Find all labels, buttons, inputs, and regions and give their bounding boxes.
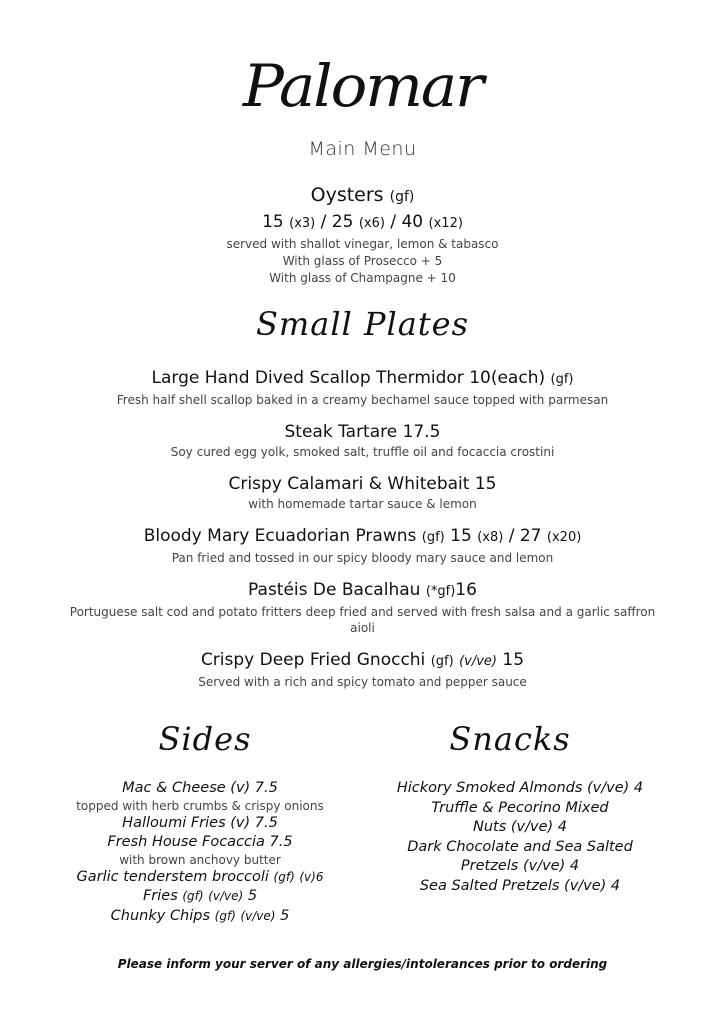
dish-item xyxy=(0,420,725,460)
dish-name: Bloody Mary Ecuadorian Prawns (gf) 15 (x8) / 27 (x20) xyxy=(143,526,582,546)
dish-item xyxy=(0,524,725,566)
dish-title: Pastéis De Bacalhau xyxy=(248,580,421,600)
oysters-price-1: 15 xyxy=(262,212,284,232)
oysters-desc-2: With glass of Prosecco + 5 xyxy=(282,254,443,268)
side-item: Fresh House Focaccia 7.5 xyxy=(107,834,293,851)
dish-title: Large Hand Dived Scallop Thermidor 10(each) xyxy=(151,368,546,388)
snack-line: Nuts (v/ve) 4 xyxy=(472,819,567,836)
oysters-prices: 15 (x3) / 25 (x6) / 40 (x12) xyxy=(262,212,463,232)
dish-tag-2: (v/ve) xyxy=(459,654,498,669)
dish-desc: Fresh half shell scallop baked in a creamy bechamel sauce topped with parmesan xyxy=(116,393,609,407)
oysters-price-2: 25 xyxy=(331,212,354,232)
oysters-title xyxy=(0,182,725,210)
side-name: Chunky Chips xyxy=(110,907,211,924)
dish-item xyxy=(0,472,725,512)
dish-name xyxy=(0,578,725,604)
side-item xyxy=(40,887,360,907)
side-tag-2: (v/ve) xyxy=(240,908,276,923)
dish-tag: (gf) xyxy=(421,530,445,545)
snack-line: Dark Chocolate and Sea Salted xyxy=(407,838,633,855)
allergy-notice: Please inform your server of any allergies/intolerances prior to ordering xyxy=(117,957,608,971)
side-note: topped with herb crumbs & crispy onions xyxy=(76,798,324,813)
oysters-section xyxy=(0,182,725,287)
dish-price-b: 27 xyxy=(519,526,542,546)
dish-title: Bloody Mary Ecuadorian Prawns xyxy=(143,526,417,546)
dish-desc: Pan fried and tossed in our spicy bloody mary sauce and lemon xyxy=(171,551,554,565)
side-tag: (gf) xyxy=(214,908,236,923)
oysters-desc-1: served with shallot vinegar, lemon & tabasco xyxy=(226,237,499,251)
dish-price: 16 xyxy=(455,580,477,600)
dish-desc: Soy cured egg yolk, smoked salt, truffle oil and focaccia crostini xyxy=(170,445,555,459)
sides-heading: Sides xyxy=(158,720,252,758)
oysters-qty-2: (x6) xyxy=(358,216,385,231)
oysters-qty-3: (x12) xyxy=(428,216,463,231)
dish-tag: (gf) xyxy=(430,654,454,669)
side-name: Garlic tenderstem broccoli xyxy=(76,868,269,885)
side-price: 5 xyxy=(247,888,258,905)
dish-item xyxy=(0,648,725,690)
oysters-price-3: 40 xyxy=(401,212,424,232)
side-item xyxy=(40,868,360,888)
dish-name: Steak Tartare 17.5 xyxy=(284,422,441,442)
dish-item xyxy=(0,578,725,636)
dish-qty-a: (x8) xyxy=(477,530,504,545)
side-item xyxy=(40,907,360,927)
side-tag: (gf) xyxy=(273,869,295,884)
side-name: Mac & Cheese xyxy=(122,780,226,796)
palomar-logo: Palomar xyxy=(242,52,483,120)
side-price: 5 xyxy=(280,907,290,924)
dish-tag: (*gf) xyxy=(425,584,456,599)
sides-list xyxy=(40,779,360,927)
dish-desc: Portuguese salt cod and potato fritters deep fried and served with fresh salsa and a garlic saffron aioli xyxy=(69,605,656,635)
dish-desc: Served with a rich and spicy tomato and pepper sauce xyxy=(198,675,527,689)
dish-qty-b: (x20) xyxy=(546,530,582,545)
side-name: Fries xyxy=(142,888,178,905)
dish-desc: with homemade tartar sauce & lemon xyxy=(248,497,477,511)
oysters-desc-3: With glass of Champagne + 10 xyxy=(269,271,456,285)
dish-name: Crispy Calamari & Whitebait 15 xyxy=(228,474,497,494)
snacks-heading: Snacks xyxy=(449,720,571,758)
side-tag-2: (v)6 xyxy=(299,869,324,884)
oysters-name: Oysters xyxy=(310,184,384,206)
snack-line: Hickory Smoked Almonds (v/ve) 4 xyxy=(396,780,644,796)
side-item: Halloumi Fries (v) 7.5 xyxy=(122,814,278,831)
menu-subtitle: Main Menu xyxy=(308,138,417,160)
dish-price-a: 15 xyxy=(450,526,472,546)
side-note: with brown anchovy butter xyxy=(119,852,281,867)
side-item xyxy=(40,779,360,799)
snack-line: Truffle & Pecorino Mixed xyxy=(431,799,609,816)
dish-name xyxy=(0,366,725,392)
side-tag: (gf) xyxy=(182,889,204,904)
small-plates-list xyxy=(0,366,725,702)
snack-line: Sea Salted Pretzels (v/ve) 4 xyxy=(419,877,621,894)
side-price: 7.5 xyxy=(254,780,278,796)
dish-price: 15 xyxy=(502,650,525,670)
small-plates-heading: Small Plates xyxy=(255,305,470,343)
oysters-qty-1: (x3) xyxy=(289,216,316,231)
snacks-list xyxy=(370,779,670,897)
oysters-tag: (gf) xyxy=(389,189,415,205)
dish-tag: (gf) xyxy=(550,372,574,387)
side-tag-2: (v/ve) xyxy=(208,889,244,904)
side-tag: (v) xyxy=(230,780,251,796)
dish-name xyxy=(0,648,725,674)
dish-item xyxy=(0,366,725,408)
snack-line: Pretzels (v/ve) 4 xyxy=(460,858,580,875)
dish-title: Crispy Deep Fried Gnocchi xyxy=(200,650,426,670)
